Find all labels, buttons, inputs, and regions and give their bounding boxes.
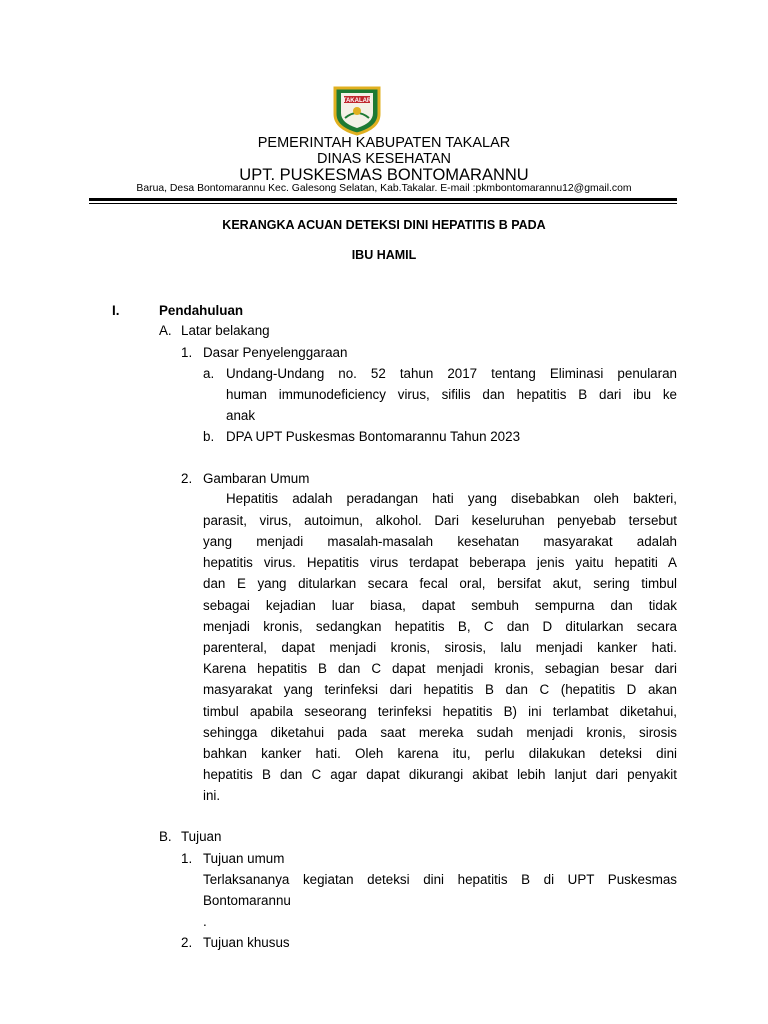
document-title-line2: IBU HAMIL [351,248,417,262]
sub-a-line: Undang-Undang no. 52 tahun 2017 tentang Eliminasi penularan [226,366,677,381]
tujuan-khusus-label: 2. [181,935,193,950]
tujuan-umum-label: 1. [181,851,193,866]
paragraph-line: masyarakat yang terinfeksi dari hepatitis B dan C (hepatitis D akan [203,682,677,697]
paragraph-line: sebagai kejadian luar biasa, dapat sembuh sempurna dan tidak [203,598,677,613]
paragraph-line: bahkan kanker hati. Oleh karena itu, perlu dilakukan deteksi dini [203,746,677,761]
paragraph-line: dan E yang ditularkan secara fecal oral, bersifat akut, sering timbul [203,576,677,591]
tujuan-khusus-text: Tujuan khusus [203,935,290,950]
subsection-a-text: Latar belakang [181,323,270,338]
item-2-text: Gambaran Umum [203,471,310,486]
header-divider-thick [89,198,677,201]
paragraph-line: ini. [203,788,221,803]
sub-a-line: human immunodeficiency virus, sifilis dan hepatitis B dari ibu ke [226,387,677,402]
header-divider-thin [89,203,677,204]
item-1-label: 1. [181,345,193,360]
paragraph-line: parenteral, dapat menjadi kronis, sirosis, lalu menjadi kanker hati. [203,640,677,655]
logo-text: TAKALAR [342,98,372,104]
paragraph-line: sehingga diketahui pada saat mereka sudah menjadi kronis, sirosis [203,725,677,740]
subsection-a-label: A. [159,323,172,338]
header-organization: UPT. PUSKESMAS BONTOMARANNU [239,166,529,184]
paragraph-line: Karena hepatitis B dan C dapat menjadi kronis, sebagian besar dari [203,661,677,676]
sub-a-line: anak [226,408,256,423]
item-1-text: Dasar Penyelenggaraan [203,345,348,360]
item-2-label: 2. [181,471,193,486]
header-government: PEMERINTAH KABUPATEN TAKALAR [257,135,511,151]
sub-b-label: b. [203,429,215,444]
section-number: I. [112,303,120,318]
tujuan-umum-line: Terlaksananya kegiatan deteksi dini hepatitis B di UPT Puskesmas [203,872,677,887]
paragraph-line: hepatitis B dan C agar dapat dikurangi akibat lebih lanjut dari penyakit [203,767,677,782]
paragraph-line: yang menjadi masalah-masalah kesehatan masyarakat adalah [203,534,677,549]
sub-b-text: DPA UPT Puskesmas Bontomarannu Tahun 2023 [226,429,521,444]
section-heading: Pendahuluan [159,303,244,318]
paragraph-line: menjadi kronis, sedangkan hepatitis B, C dan D ditularkan secara [203,619,677,634]
header-department: DINAS KESEHATAN [316,151,452,167]
paragraph-line: parasit, virus, autoimun, alkohol. Dari keseluruhan penyebab tersebut [203,513,677,528]
paragraph-line: timbul apabila seseorang terinfeksi hepatitis B) ini terlambat diketahui, [203,704,677,719]
tujuan-umum-line: Bontomarannu [203,893,291,908]
paragraph-line: hepatitis virus. Hepatitis virus terdapat beberapa jenis yaitu hepatiti A [203,555,677,570]
subsection-b-text: Tujuan [181,829,222,844]
header-address: Barua, Desa Bontomarannu Kec. Galesong Selatan, Kab.Takalar. E-mail :pkmbontomarannu12@gmail.com [136,183,632,194]
tujuan-umum-line: . [203,914,207,929]
subsection-b-label: B. [159,829,172,844]
takalar-emblem-icon [331,84,383,136]
tujuan-umum-text: Tujuan umum [203,851,285,866]
paragraph-line: Hepatitis adalah peradangan hati yang disebabkan oleh bakteri, [226,491,677,506]
sub-a-label: a. [203,366,215,381]
document-title-line1: KERANGKA ACUAN DETEKSI DINI HEPATITIS B PADA [222,218,546,232]
